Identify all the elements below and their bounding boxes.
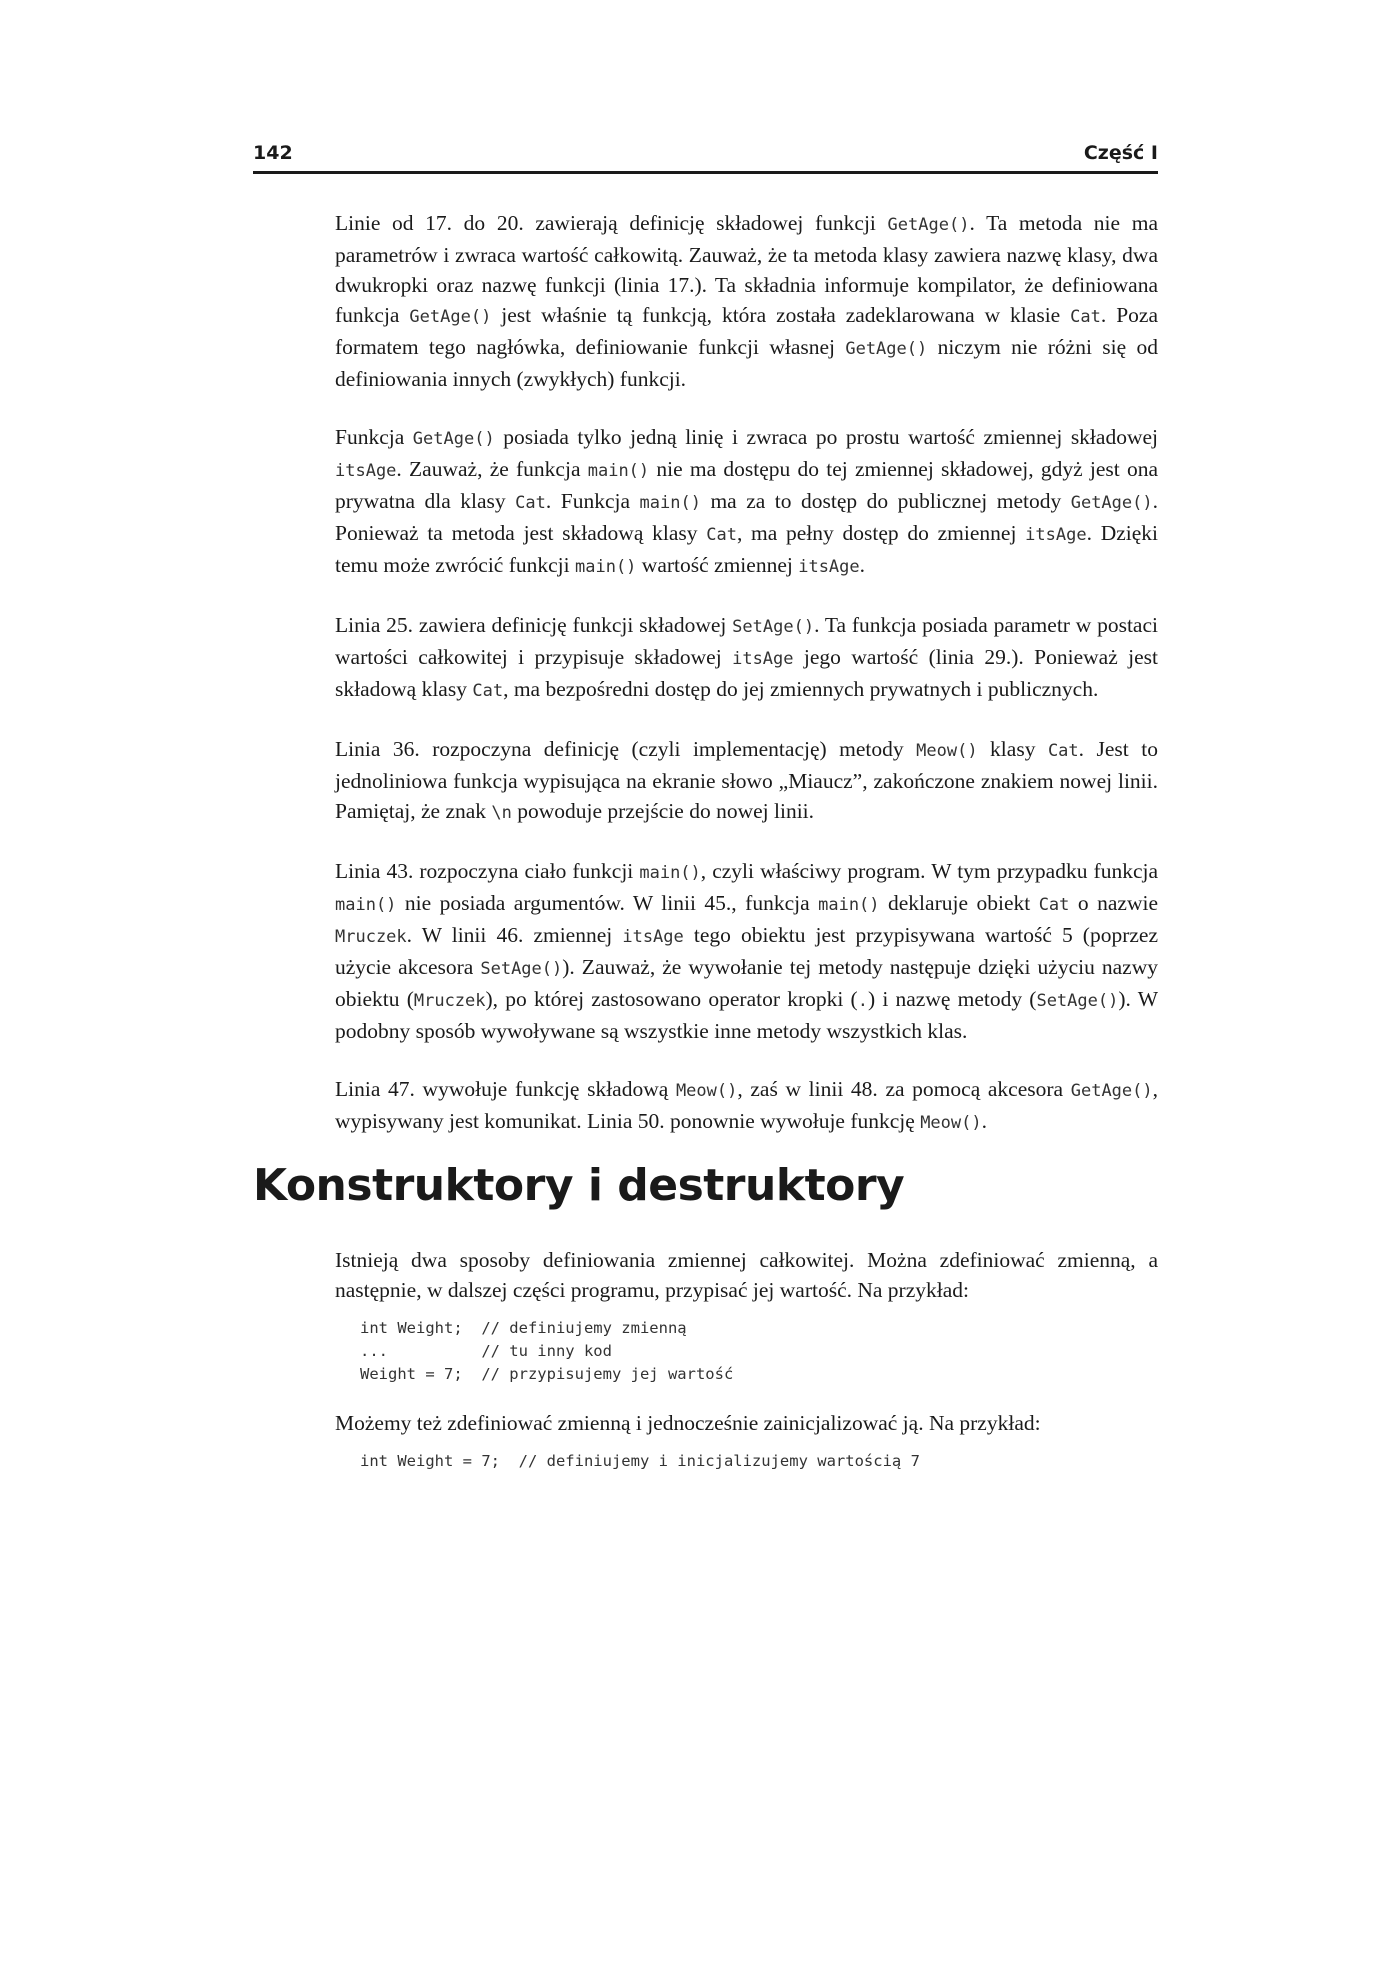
inline-code: main() xyxy=(639,493,701,513)
text-run: klasy xyxy=(977,737,1048,761)
inline-code: \n xyxy=(491,803,512,823)
text-run: Linia 36. rozpoczyna definicję (czyli implementację) metody xyxy=(335,737,917,761)
inline-code: SetAge() xyxy=(1036,991,1119,1011)
text-run: . Ta funkcja posiada parametr w postaci wartości całkowitej i przypisuje składowej xyxy=(335,613,1158,669)
paragraph xyxy=(335,856,1158,1046)
text-run: ). W podobny sposób wywoływane są wszystkie inne metody wszystkich klas. xyxy=(335,987,1158,1043)
text-run: , wypisywany jest komunikat. Linia 50. ponownie wywołuje funkcję xyxy=(335,1077,1158,1133)
text-run: Linia 47. wywołuje funkcję składową xyxy=(335,1077,676,1101)
section-intro: Istnieją dwa sposoby definiowania zmiennej całkowitej. Można zdefiniować zmienną, a następnie, w dalszej części programu, przypisać jej wartość. Na przykład: xyxy=(335,1248,1158,1302)
text-run: . xyxy=(981,1109,987,1133)
inline-code: itsAge xyxy=(622,927,684,947)
inline-code: itsAge xyxy=(798,557,860,577)
text-run: nie ma dostępu do tej zmiennej składowej, gdyż jest ona prywatna dla klasy xyxy=(335,457,1159,513)
inline-code: Cat xyxy=(1047,741,1079,761)
text-run: Linia 43. rozpoczyna ciało funkcji xyxy=(335,859,640,883)
text-run: , ma bezpośredni dostęp do jej zmiennych prywatnych i publicznych. xyxy=(503,677,1099,701)
text-run: , zaś w linii 48. za pomocą akcesora xyxy=(737,1077,1071,1101)
inline-code: GetAge() xyxy=(409,307,492,327)
text-run: jest właśnie tą funkcją, która została zadeklarowana w klasie xyxy=(491,303,1071,327)
paragraph xyxy=(335,1074,1158,1138)
text-run: ) i nazwę metody ( xyxy=(867,987,1037,1011)
inline-code: main() xyxy=(335,895,397,915)
text-run: . Poza formatem tego nagłówka, definiowanie funkcji własnej xyxy=(335,303,1158,359)
inline-code: GetAge() xyxy=(1070,1081,1153,1101)
body-text xyxy=(335,208,1158,1166)
inline-code: SetAge() xyxy=(480,959,563,979)
inline-code: Cat xyxy=(706,525,737,545)
inline-code: Mruczek xyxy=(335,927,407,947)
text-run: . xyxy=(859,553,866,577)
inline-code: itsAge xyxy=(732,649,794,669)
section-body xyxy=(335,1245,1158,1495)
inline-code: SetAge() xyxy=(732,617,815,637)
text-run: . W linii 46. zmiennej xyxy=(406,923,623,947)
inline-code: itsAge xyxy=(1025,525,1087,545)
text-run: . Jest to jednoliniowa funkcja wypisująca na ekranie słowo „Miaucz”, zakończone znakiem nowej linii. Pamiętaj, że znak xyxy=(335,737,1158,823)
text-run: . Dzięki temu może zwrócić funkcji xyxy=(335,521,1159,577)
inline-code: Meow() xyxy=(675,1081,738,1101)
text-run: wartość zmiennej xyxy=(636,553,799,577)
paragraph xyxy=(335,422,1158,582)
inline-code: Mruczek xyxy=(413,991,486,1011)
inline-code: main() xyxy=(575,557,637,577)
text-run: powoduje przejście do nowej linii. xyxy=(511,799,815,823)
inline-code: Cat xyxy=(1038,895,1070,915)
text-run: nie posiada argumentów. W linii 45., funkcja xyxy=(396,891,819,915)
inline-code: GetAge() xyxy=(412,429,495,449)
inline-code: Cat xyxy=(472,681,504,701)
text-run: niczym nie różni się od definiowania innych (zwykłych) funkcji. xyxy=(335,335,1158,391)
inline-code: Cat xyxy=(1070,307,1101,327)
text-run: deklaruje obiekt xyxy=(879,891,1039,915)
text-run: ). Zauważ, że wywołanie tej metody następuje dzięki użyciu nazwy obiektu ( xyxy=(335,955,1158,1011)
inline-code: main() xyxy=(818,895,880,915)
inline-code: . xyxy=(857,991,868,1011)
text-run: . Ta metoda nie ma parametrów i zwraca wartość całkowitą. Zauważ, że ta metoda klasy zawiera nazwę klasy, dwa dwukropki oraz nazwę funkcji (linia 17.). Ta składnia informuje kompilator, że definiowana funkcja xyxy=(335,211,1158,327)
inline-code: Cat xyxy=(515,493,546,513)
text-run: , czyli właściwy program. W tym przypadku funkcja xyxy=(700,859,1159,883)
text-run: Linie od 17. do 20. zawierają definicję składowej funkcji xyxy=(335,211,888,235)
text-run: o nazwie xyxy=(1069,891,1158,915)
inline-code: main() xyxy=(587,461,650,481)
text-run: . Funkcja xyxy=(545,489,640,513)
running-head: Część I xyxy=(1083,142,1158,164)
text-run: tego obiektu jest przypisywana wartość 5 (poprzez użycie akcesora xyxy=(335,923,1158,979)
text-run: posiada tylko jedną linię i zwraca po prostu wartość zmiennej składowej xyxy=(494,425,1158,449)
section-middle: Możemy też zdefiniować zmienną i jednocześnie zainicjalizować ją. Na przykład: xyxy=(335,1411,1041,1435)
text-run: , ma pełny dostęp do zmiennej xyxy=(736,521,1026,545)
inline-code: itsAge xyxy=(335,461,397,481)
text-run: ), po której zastosowano operator kropki ( xyxy=(485,987,858,1011)
section-heading: Konstruktory i destruktory xyxy=(253,1160,905,1211)
inline-code: main() xyxy=(639,863,701,883)
page-header xyxy=(253,142,1158,174)
text-run: Funkcja xyxy=(335,425,413,449)
text-run: . Ponieważ ta metoda jest składową klasy xyxy=(335,489,1158,545)
inline-code: GetAge() xyxy=(845,339,928,359)
inline-code: GetAge() xyxy=(887,215,970,235)
inline-code: Meow() xyxy=(916,741,978,761)
page-number: 142 xyxy=(253,142,293,164)
paragraph xyxy=(335,734,1158,828)
text-run: jego wartość (linia 29.). Ponieważ jest składową klasy xyxy=(335,645,1159,701)
inline-code: Meow() xyxy=(920,1113,982,1133)
text-run: Linia 25. zawiera definicję funkcji składowej xyxy=(335,613,733,637)
paragraph xyxy=(335,610,1158,706)
code-example-1: int Weight; // definiujemy zmienną ... // tu inny kod Weight = 7; // przypisujemy jej wartość xyxy=(360,1319,734,1383)
paragraph xyxy=(335,208,1158,394)
inline-code: GetAge() xyxy=(1070,493,1153,513)
code-example-2: int Weight = 7; // definiujemy i inicjalizujemy wartością 7 xyxy=(360,1452,920,1470)
text-run: ma za to dostęp do publicznej metody xyxy=(700,489,1071,513)
text-run: . Zauważ, że funkcja xyxy=(396,457,588,481)
